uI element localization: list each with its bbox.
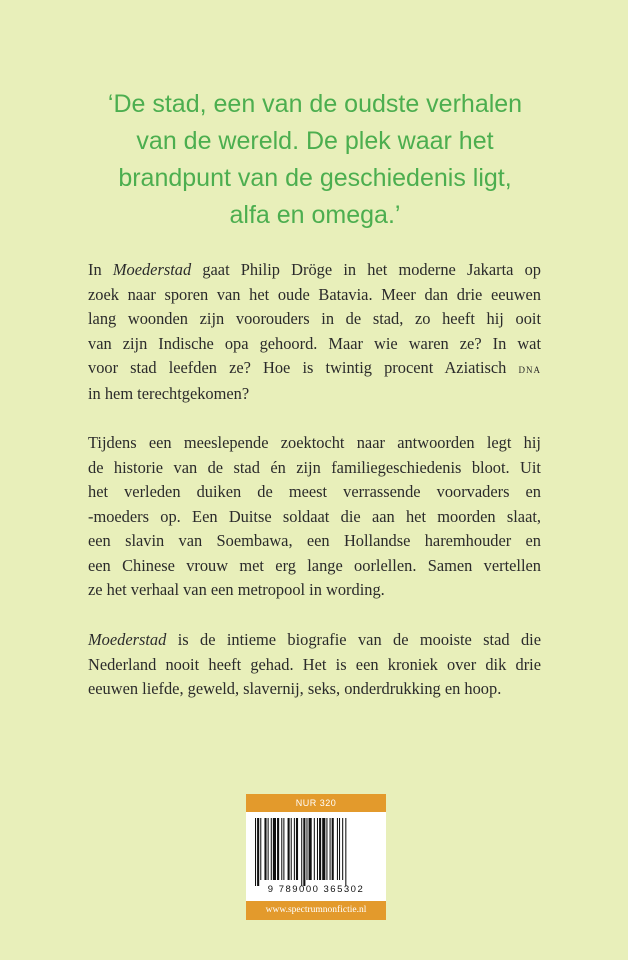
quote-line: alfa en omega.’ xyxy=(229,201,401,229)
text-line xyxy=(88,356,541,382)
pull-quote xyxy=(60,86,570,234)
publisher-url: www.spectrumnonfictie.nl xyxy=(246,901,386,920)
barcode-bar xyxy=(303,818,305,886)
barcode-bar xyxy=(345,818,346,886)
text-line: zoek naar sporen van het oude Batavia. Meer dan drie eeuwen xyxy=(88,284,541,304)
barcode-bar xyxy=(337,818,338,880)
barcode-bar xyxy=(319,818,321,880)
barcode-bar xyxy=(264,818,266,880)
barcode-bar xyxy=(314,818,315,880)
text-line: een slavin van Soembawa, een Hollandse haremhouder en xyxy=(88,531,541,550)
barcode-bar xyxy=(268,818,269,880)
quote-line: brandpunt van de geschiedenis ligt, xyxy=(118,164,512,192)
barcode-bar xyxy=(271,818,272,880)
text-line: Tijdens een meeslepende zoektocht naar antwoorden legt hij xyxy=(88,433,541,452)
barcode-bar xyxy=(283,818,284,880)
text-line: eeuwen liefde, geweld, slavernij, seks, onderdrukking en hoop. xyxy=(88,679,502,698)
text-fragment: gaat Philip Dröge in het moderne Jakarta op xyxy=(191,260,541,279)
barcode-bars xyxy=(255,818,377,886)
book-title-italic: Moederstad xyxy=(88,630,167,649)
barcode-bar xyxy=(339,818,340,880)
book-title-italic: Moederstad xyxy=(112,260,192,279)
barcode-bar xyxy=(296,818,298,880)
text-fragment: In xyxy=(88,260,113,279)
barcode-bar xyxy=(281,818,282,880)
text-line: lang woonden zijn voorouders in de stad, zo heeft hij ooit xyxy=(88,309,541,328)
blurb-paragraph-3 xyxy=(88,628,541,702)
blurb-paragraph-2 xyxy=(88,431,541,603)
barcode-bar xyxy=(288,818,290,880)
barcode-bar xyxy=(273,818,276,880)
text-line: van zijn Indische opa gehoord. Maar wie waren ze? In wat xyxy=(88,333,541,353)
text-line: -moeders op. Een Duitse soldaat die aan het moorden slaat, xyxy=(88,506,541,526)
barcode-bar xyxy=(332,818,334,880)
barcode-bar xyxy=(317,818,318,880)
barcode-bar xyxy=(291,818,292,880)
barcode-bar xyxy=(294,818,295,880)
text-line: in hem terechtgekomen? xyxy=(88,383,250,403)
barcode-bar xyxy=(255,818,256,886)
quote-line: ‘De stad, een van de oudste verhalen xyxy=(107,90,523,118)
text-line: ze het verhaal van een metropool in wording. xyxy=(88,580,385,599)
text-line xyxy=(88,628,541,653)
barcode-bar xyxy=(342,818,343,880)
barcode-bar xyxy=(277,818,279,880)
barcode-bar xyxy=(306,818,307,880)
text-line: de historie van de stad én zijn familiegeschiedenis bloot. Uit xyxy=(88,457,541,477)
barcode-bar xyxy=(330,818,331,880)
barcode-bar xyxy=(326,818,327,880)
barcode-bar xyxy=(301,818,302,886)
text-line: een Chinese vrouw met erg lange oorlellen. Samen vertellen xyxy=(88,555,541,575)
barcode-bar xyxy=(257,818,259,886)
nur-code-label: NUR 320 xyxy=(246,794,386,812)
barcode-bar xyxy=(309,818,312,880)
quote-line: van de wereld. De plek waar het xyxy=(136,127,494,155)
text-fragment: is de intieme biografie van de mooiste stad die xyxy=(166,630,541,649)
text-fragment: voor stad leefden ze? Hoe is twintig procent Aziatisch xyxy=(88,358,519,377)
text-line: het verleden duiken de meest verrassende voorvaders en xyxy=(88,482,541,501)
dna-small-caps: dna xyxy=(518,361,541,376)
barcode-bar xyxy=(322,818,325,880)
text-line: Nederland nooit heeft gehad. Het is een kroniek over dik drie xyxy=(88,654,541,674)
barcode-bar xyxy=(260,818,261,880)
text-line xyxy=(88,258,541,283)
blurb-paragraph-1 xyxy=(88,258,541,406)
isbn-number: 9 789000 365302 xyxy=(267,884,365,895)
